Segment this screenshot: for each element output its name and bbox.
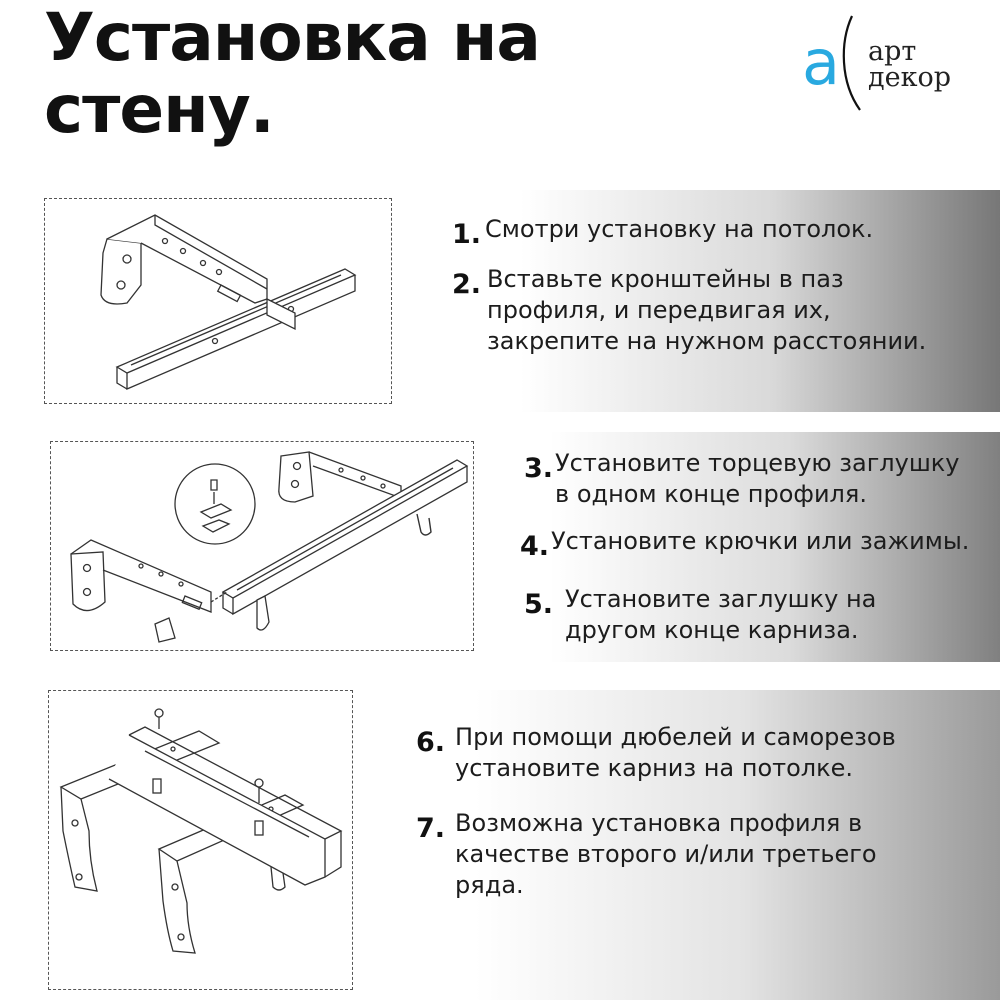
page-title: Установка на стену. bbox=[44, 0, 540, 148]
step-2 bbox=[452, 264, 926, 357]
step-7 bbox=[416, 808, 877, 901]
step-number: 6. bbox=[416, 727, 446, 758]
logo-line2: декор bbox=[868, 62, 952, 93]
step-number: 1. bbox=[452, 219, 482, 250]
step-text: Смотри установку на потолок. bbox=[485, 215, 874, 243]
step-number: 2. bbox=[452, 269, 482, 300]
step-1 bbox=[452, 214, 873, 250]
step-number: 5. bbox=[524, 589, 554, 620]
bracket-insertion-diagram bbox=[44, 198, 392, 404]
ceiling-mount-diagram bbox=[48, 690, 353, 990]
step-text: При помощи дюбелей и саморезов установите карниз на потолке. bbox=[455, 723, 896, 782]
step-number: 3. bbox=[524, 453, 554, 484]
logo-swoosh-icon bbox=[844, 16, 860, 110]
logo-mark: a bbox=[802, 26, 840, 99]
step-5 bbox=[524, 584, 876, 646]
step-number: 7. bbox=[416, 813, 446, 844]
step-text: Возможна установка профиля в качестве второго и/или третьего ряда. bbox=[455, 809, 877, 899]
step-text: Установите крючки или зажимы. bbox=[551, 527, 970, 555]
end-cap-hooks-diagram bbox=[50, 441, 474, 651]
step-text: Вставьте кронштейны в паз профиля, и передвигая их, закрепите на нужном расстоянии. bbox=[487, 265, 927, 355]
logo-line1: арт bbox=[868, 36, 917, 67]
step-number: 4. bbox=[520, 531, 550, 562]
step-3 bbox=[524, 448, 960, 510]
step-4 bbox=[520, 526, 969, 562]
step-text: Установите торцевую заглушку в одном конце профиля. bbox=[555, 449, 960, 508]
step-text: Установите заглушку на другом конце карниза. bbox=[565, 585, 877, 644]
step-6 bbox=[416, 722, 896, 784]
